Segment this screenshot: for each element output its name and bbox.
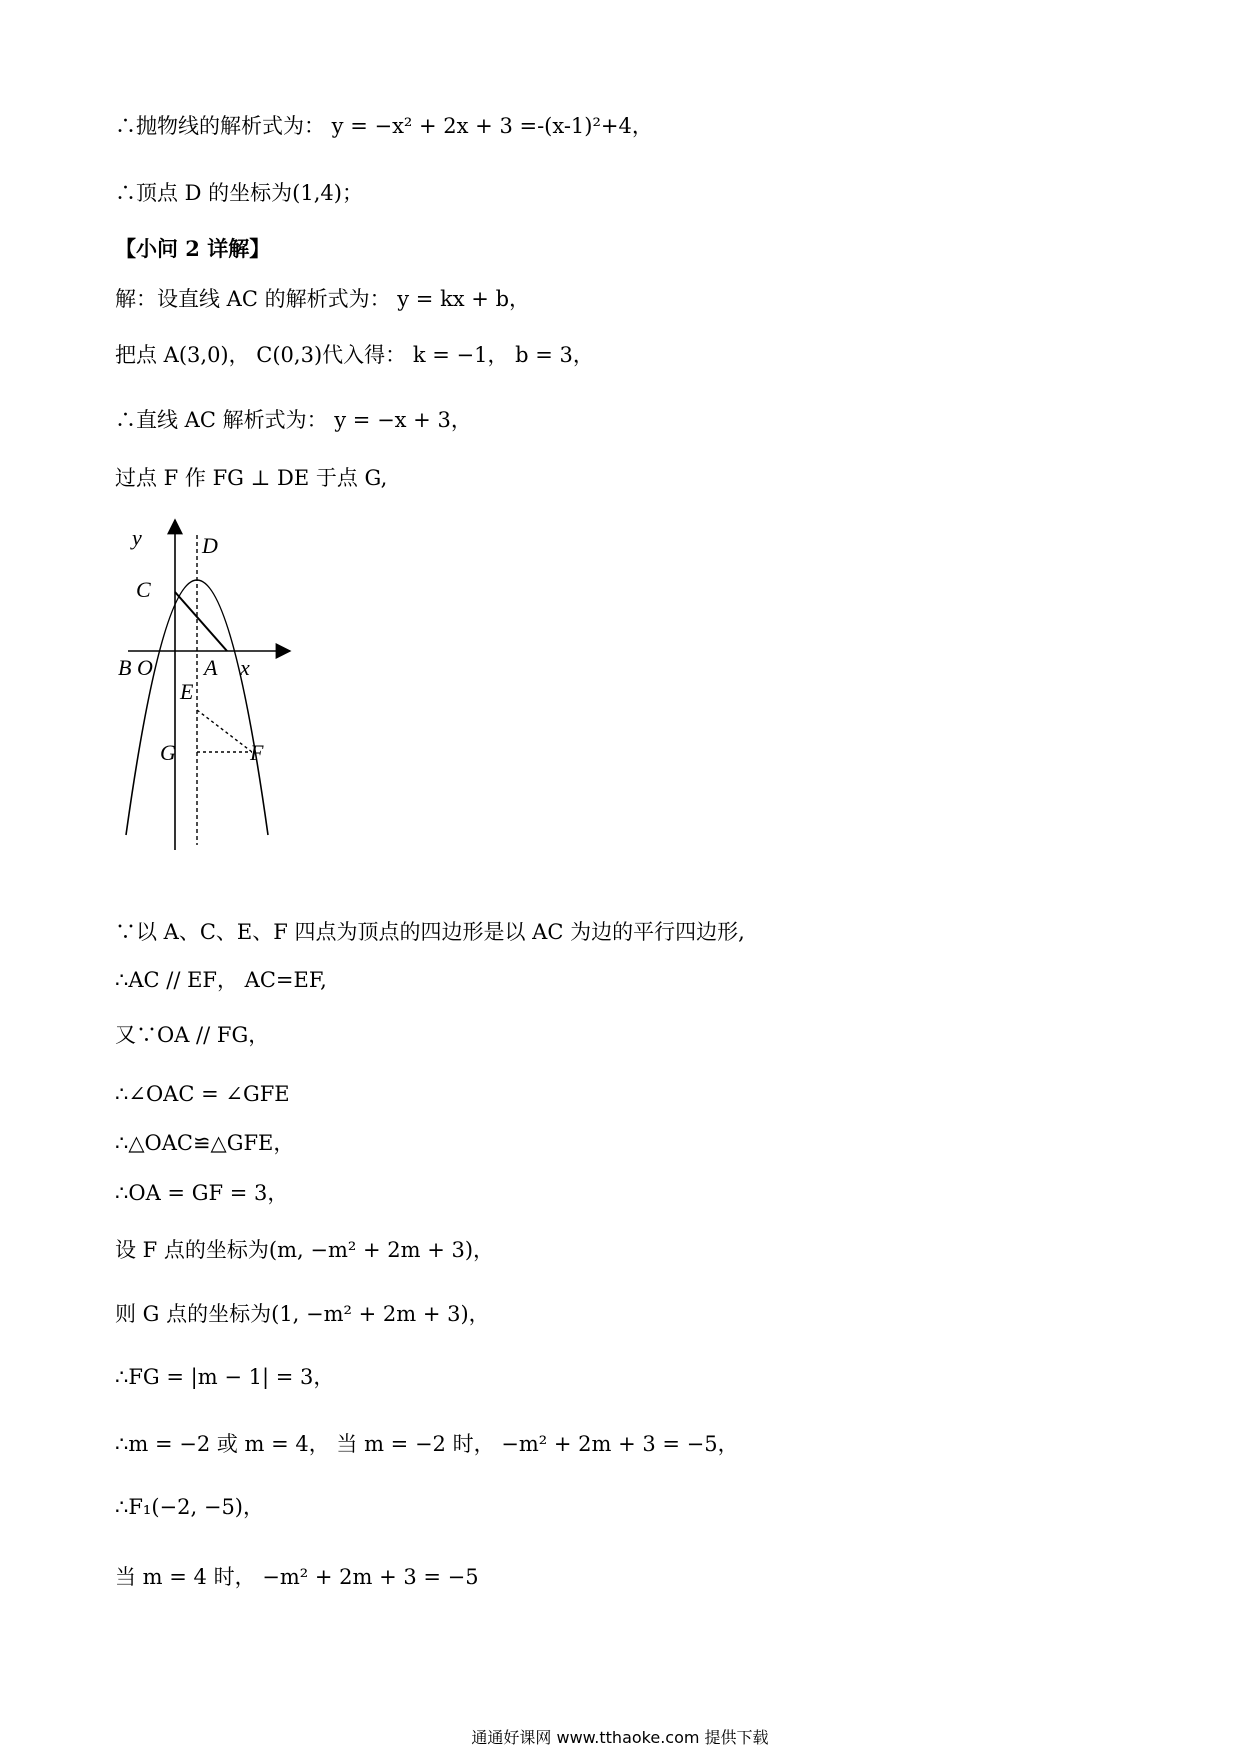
label-e: E — [180, 679, 194, 704]
text-line-14: 设 F 点的坐标为(m, −m² + 2m + 3)， — [115, 1238, 495, 1262]
section-heading: 【小问 2 详解】 — [115, 236, 271, 261]
text-line-6: ∴直线 AC 解析式为： y = −x + 3， — [115, 408, 472, 432]
label-c: C — [136, 577, 151, 602]
label-y: y — [132, 525, 142, 550]
segment-ef — [197, 710, 252, 752]
text-line-18: ∴F₁(−2, −5)， — [115, 1495, 264, 1519]
text-line-11: ∴∠OAC = ∠GFE — [115, 1082, 290, 1106]
label-f: F — [250, 740, 264, 765]
label-d: D — [202, 533, 218, 558]
text-line-13: ∴OA = GF = 3， — [115, 1181, 289, 1205]
text-line-17: ∴m = −2 或 m = 4， 当 m = −2 时， −m² + 2m + 3 = −5， — [115, 1432, 739, 1456]
text-line-10: 又∵OA // FG， — [115, 1023, 270, 1047]
label-b: B — [118, 655, 132, 680]
text-line-16: ∴FG = |m − 1| = 3， — [115, 1365, 335, 1389]
text-line-15: 则 G 点的坐标为(1, −m² + 2m + 3)， — [115, 1302, 490, 1326]
footer-text: 通通好课网 www.tthaoke.com 提供下载 — [471, 1728, 769, 1747]
label-x: x — [240, 655, 250, 680]
text-line-2: ∴顶点 D 的坐标为(1,4)； — [115, 181, 363, 205]
text-line-5: 把点 A(3,0)， C(0,3)代入得： k = −1， b = 3， — [115, 343, 594, 367]
label-o: O — [137, 655, 153, 680]
text-line-9: ∴AC // EF， AC=EF, — [115, 968, 327, 992]
text-line-7: 过点 F 作 FG ⊥ DE 于点 G, — [115, 466, 388, 490]
text-line-1: ∴抛物线的解析式为： y = −x² + 2x + 3 =-(x-1)²+4， — [115, 114, 653, 138]
parabola-figure — [110, 515, 310, 855]
text-line-19: 当 m = 4 时， −m² + 2m + 3 = −5 — [115, 1565, 479, 1589]
segment-ac — [175, 592, 227, 651]
text-line-4: 解：设直线 AC 的解析式为： y = kx + b， — [115, 287, 531, 311]
label-g: G — [160, 740, 176, 765]
text-line-12: ∴△OAC≌△GFE， — [115, 1131, 295, 1155]
text-line-8: ∵以 A、C、E、F 四点为顶点的四边形是以 AC 为边的平行四边形, — [115, 920, 745, 944]
label-a: A — [204, 655, 218, 680]
